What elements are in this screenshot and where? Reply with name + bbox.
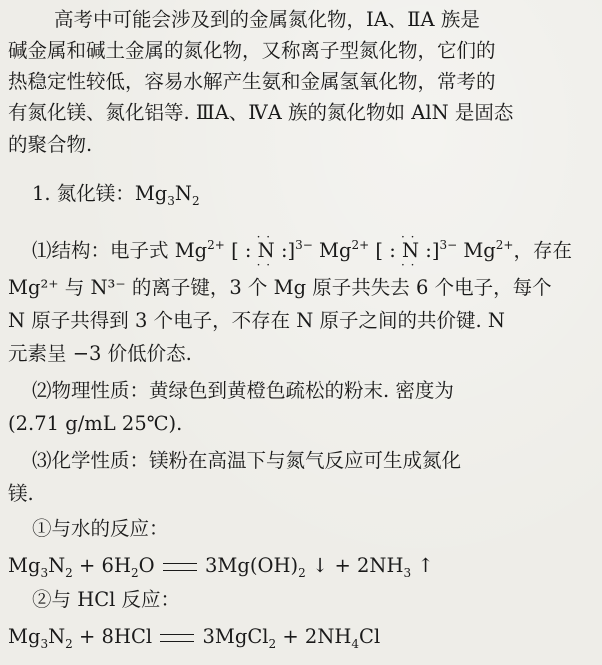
hcl-reaction-equation [8, 623, 380, 651]
structure-line-3: N 原子共得到 3 个电子，不存在 N 原子之间的共价键. N [8, 309, 505, 332]
eq1-n: N [48, 554, 66, 577]
sub-3: 3 [167, 194, 175, 208]
equals-sign-2 [160, 634, 194, 642]
electron-mg-2: Mg [319, 239, 352, 262]
eq1-oh-sub2: 2 [298, 566, 306, 580]
eq1-up-arrow: ↑ [417, 554, 434, 577]
hcl-reaction-label: ②与 HCl 反应： [32, 588, 181, 611]
chemical-line-1: ⑶化学性质：镁粉在高温下与氮气反应可生成氮化 [32, 449, 462, 472]
physical-line-1: ⑵物理性质：黄绿色到黄橙色疏松的粉末. 密度为 [32, 379, 454, 402]
intro-line-1: 高考中可能会涉及到的金属氮化物，ⅠA、ⅡA 族是 [54, 8, 480, 31]
physical-line-2: (2.71 g/mL 25℃). [8, 412, 183, 435]
section-heading [32, 180, 200, 208]
structure-line-2: Mg²⁺ 与 N³⁻ 的离子键，3 个 Mg 原子共失去 6 个电子，每个 [8, 276, 552, 299]
bracket-close-2: :] [425, 239, 440, 262]
electron-mg-1: Mg [174, 239, 208, 262]
eq1-lhs: + 6H [72, 554, 131, 577]
bracket-close-1: :] [280, 239, 296, 262]
charge-2plus-1: 2+ [207, 238, 225, 252]
eq2-rhs2: + 2NH [276, 625, 352, 648]
intro-line-5: 的聚合物. [8, 133, 93, 156]
formula-mg: Mg [134, 182, 168, 205]
charge-2plus-3: 2+ [495, 238, 514, 252]
bracket-open-2: [ : [375, 239, 396, 262]
structure-line-1 [32, 237, 572, 265]
chemical-line-2: 镁. [8, 482, 34, 505]
eq1-sub2: 2 [65, 566, 73, 580]
eq2-sub3: 3 [40, 637, 49, 651]
eq2-rhs1: 3MgCl [202, 625, 269, 648]
intro-line-3: 热稳定性较低，容易水解产生氨和金属氢氧化物，常考的 [8, 70, 496, 93]
eq2-lhs: + 8HCl [72, 625, 153, 648]
formula-n: N [174, 182, 192, 205]
electron-mg-3: Mg [463, 239, 496, 262]
structure-tail: ，存在 [513, 239, 573, 262]
water-reaction-label: ①与水的反应： [32, 517, 169, 540]
structure-line-4: 元素呈 −3 价低价态. [8, 342, 192, 365]
bracket-open-1: [ : [231, 239, 252, 262]
structure-label: ⑴结构：电子式 [32, 239, 169, 262]
eq2-sub2: 2 [65, 637, 73, 651]
intro-line-2: 碱金属和碱土金属的氮化物，又称离子型氮化物，它们的 [8, 39, 496, 62]
eq1-h-sub2: 2 [130, 566, 139, 580]
intro-line-4: 有氮化镁、氮化铝等. ⅢA、ⅣA 族的氮化物如 AlN 是固态 [8, 101, 514, 124]
eq2-cl-sub2: 2 [268, 637, 277, 651]
charge-3minus-2: 3− [439, 238, 458, 252]
electron-n-1: · · N · · [258, 237, 275, 265]
sub-2: 2 [191, 194, 200, 208]
section-heading-text: 1. 氮化镁： [32, 182, 135, 205]
eq1-lhs-o: O [138, 554, 155, 577]
eq1-rhs1: 3Mg(OH) [205, 554, 299, 577]
eq1-mg: Mg [8, 554, 41, 577]
electron-n-2: · · N · · [402, 237, 419, 265]
eq1-sub3: 3 [40, 566, 49, 580]
equals-sign [163, 563, 197, 571]
eq2-sub4: 4 [351, 637, 360, 651]
eq2-rhs3: Cl [359, 625, 381, 648]
eq2-mg: Mg [8, 625, 41, 648]
charge-3minus-1: 3− [295, 238, 313, 252]
water-reaction-equation [8, 552, 434, 580]
eq1-rhs2: ↓ + 2NH [311, 554, 404, 577]
charge-2plus-2: 2+ [351, 238, 370, 252]
eq2-n: N [48, 625, 66, 648]
eq1-nh-sub3: 3 [403, 566, 412, 580]
